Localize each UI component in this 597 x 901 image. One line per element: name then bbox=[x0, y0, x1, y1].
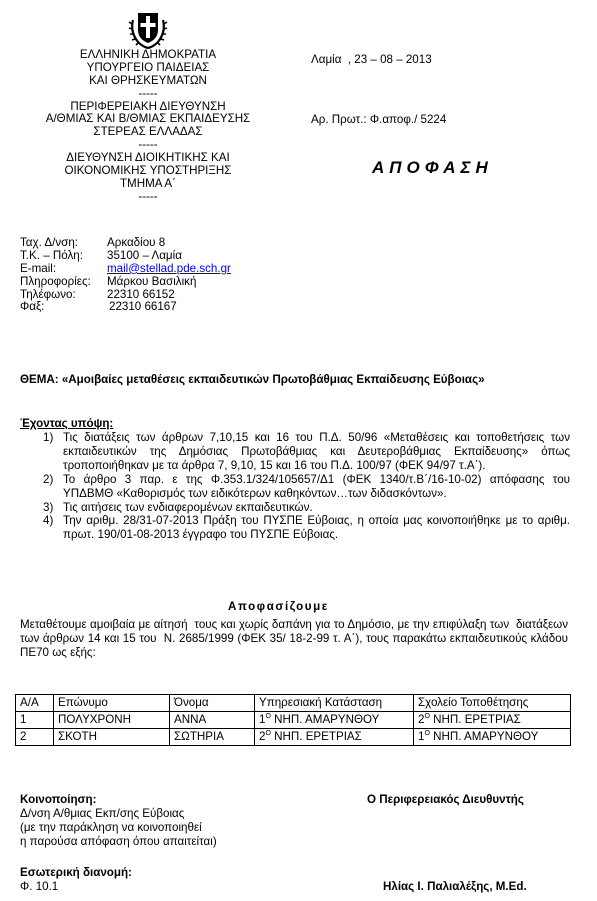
column-header: Σχολείο Τοποθέτησης bbox=[414, 695, 571, 712]
contact-label: Πληροφορίες: bbox=[20, 274, 91, 288]
column-header: Όνομα bbox=[170, 695, 255, 712]
dept-line-3: ΤΜΗΜΑ Α΄ bbox=[119, 176, 177, 190]
contact-phone bbox=[20, 288, 310, 301]
cc-block bbox=[20, 793, 217, 849]
dept-line-1: ΔΙΕΥΘΥΝΣΗ ΔΙΟΙΚΗΤΙΚΗΣ ΚΑΙ bbox=[66, 151, 230, 165]
item-text: Το άρθρο 3 παρ. ε της Φ.353.1/324/105657/Δ1 (ΦΕΚ 1340/τ.Β΄/16-10-02) απόφασης του ΥΠΔΒΜΘ «Καθορισμός των ειδικότερων καθηκόντων…των διδασκόντων». bbox=[63, 472, 570, 500]
contact-label: Τηλέφωνο: bbox=[20, 287, 76, 301]
list-item bbox=[20, 431, 570, 473]
cell-aa: 2 bbox=[16, 728, 54, 745]
column-header: Υπηρεσιακή Κατάσταση bbox=[255, 695, 414, 712]
considering-label: Έχοντας υπόψη: bbox=[20, 417, 114, 430]
item-text: Την αριθμ. 28/31-07-2013 Πράξη του ΠΥΣΠΕ Εύβοιας, η οποία μας κοινοποιήθηκε με το αριθμ. πρωτ. 190/01-08-2013 έγγραφο του ΠΥΣΠΕ Εύβοιας. bbox=[63, 514, 570, 542]
contact-value: 22310 66152 bbox=[107, 287, 175, 301]
ministry-line-2: ΚΑΙ ΘΡΗΣΚΕΥΜΑΤΩΝ bbox=[89, 73, 207, 87]
contact-email bbox=[20, 262, 310, 275]
regional-line-1: ΠΕΡΙΦΕΡΕΙΑΚΗ ΔΙΕΥΘΥΝΣΗ bbox=[70, 99, 226, 113]
decision-title: ΑΠΟΦΑΣΗ bbox=[372, 158, 493, 177]
dept-line-2: ΟΙΚΟΝΟΜΙΚΗΣ ΥΠΟΣΤΗΡΙΞΗΣ bbox=[64, 164, 232, 178]
item-text: Τις διατάξεις των άρθρων 7,10,15 και 16 του Π.Δ. 50/96 «Μεταθέσεις και τοποθετήσεις των εκπαιδευτικών της Δημόσιας Πρωτοβάθμιας και Δευτεροβάθμιας Εκπαίδευσης» όπως τροποποιήθηκαν με τα άρθρα 7, 9,10, 15 και 16 του Π.Δ. 100/97 (ΦΕΚ 94/97 τ.Α΄). bbox=[63, 431, 570, 472]
cell-name: ΑΝΝΑ bbox=[170, 711, 255, 728]
signatory-title: Ο Περιφερειακός Διευθυντής bbox=[367, 793, 524, 806]
contact-block bbox=[20, 236, 310, 313]
table-row bbox=[16, 711, 571, 728]
contact-value: 22310 66167 bbox=[109, 300, 177, 314]
internal-distribution bbox=[20, 866, 132, 894]
separator: ----- bbox=[138, 189, 158, 203]
teachers-table bbox=[15, 694, 571, 746]
cc-line: (με την παράκληση να κοινοποιηθεί bbox=[20, 821, 202, 834]
cell-status: $2^O$ ΝΗΠ. ΕΡΕΤΡΙΑΣ bbox=[255, 728, 414, 745]
item-number: 3) bbox=[43, 500, 54, 514]
contact-info bbox=[20, 275, 310, 288]
item-number: 4) bbox=[43, 514, 54, 528]
cell-surname: ΣΚΟΤΗ bbox=[54, 728, 170, 745]
cc-line: η παρούσα απόφαση όπου απαιτείται) bbox=[20, 835, 217, 848]
internal-line: Φ. 10.1 bbox=[20, 880, 59, 893]
cell-school: $2^O$ ΝΗΠ. ΕΡΕΤΡΙΑΣ bbox=[414, 711, 571, 728]
contact-label: Ταχ. Δ/νση: bbox=[20, 236, 78, 249]
list-item bbox=[20, 501, 570, 515]
decide-text: Μεταθέτουμε αμοιβαία με αίτησή τους και χωρίς δαπάνη για το Δημόσιο, με την επιφύλαξη των διατάξεων των άρθρων 14 και 15 του Ν. 2685/1999 (ΦΕΚ 35/ 18-2-99 τ. Α΄), τους παρακάτω εκπαιδευτικούς κλάδου ΠΕ70 ως εξής: bbox=[20, 618, 572, 659]
item-text: Τις αιτήσεις των ενδιαφερομένων εκπαιδευτικών. bbox=[63, 500, 313, 514]
contact-address bbox=[20, 236, 310, 249]
decide-heading: Αποφασίζουμε bbox=[228, 600, 329, 613]
cell-status: $1^O$ ΝΗΠ. ΑΜΑΡΥΝΘΟΥ bbox=[255, 711, 414, 728]
contact-fax bbox=[20, 300, 310, 313]
regional-line-3: ΣΤΕΡΕΑΣ ΕΛΛΑΔΑΣ bbox=[93, 125, 203, 139]
cc-line: Δ/νση Α/θμιας Εκπ/σης Εύβοιας bbox=[20, 807, 185, 820]
cell-school: $1^O$ ΝΗΠ. ΑΜΑΡΥΝΘΟΥ bbox=[414, 728, 571, 745]
separator: ----- bbox=[138, 86, 158, 100]
list-item bbox=[20, 514, 570, 542]
item-number: 2) bbox=[43, 472, 54, 486]
contact-label: Φαξ: bbox=[20, 300, 45, 314]
list-item bbox=[20, 473, 570, 501]
considerations-list bbox=[20, 431, 570, 542]
issuer-header bbox=[18, 48, 278, 203]
separator: ----- bbox=[138, 138, 158, 152]
country-name: ΕΛΛΗΝΙΚΗ ΔΗΜΟΚΡΑΤΙΑ bbox=[79, 48, 217, 61]
table-row bbox=[16, 728, 571, 745]
column-header: Α/Α bbox=[16, 695, 54, 712]
cell-name: ΣΩΤΗΡΙΑ bbox=[170, 728, 255, 745]
item-number: 1) bbox=[43, 431, 54, 444]
column-header: Επώνυμο bbox=[54, 695, 170, 712]
contact-value: Μάρκου Βασιλική bbox=[107, 274, 197, 288]
subject-line: ΘΕΜΑ: «Αμοιβαίες μεταθέσεις εκπαιδευτικών Πρωτοβάθμιας Εκπαίδευσης Εύβοιας» bbox=[20, 373, 485, 386]
protocol-number: Αρ. Πρωτ.: Φ.αποφ./ 5224 bbox=[311, 113, 447, 126]
cell-surname: ΠΟΛΥΧΡΟΝΗ bbox=[54, 711, 170, 728]
place-date: Λαμία , 23 – 08 – 2013 bbox=[311, 53, 432, 66]
cell-aa: 1 bbox=[16, 711, 54, 728]
signatory-name: Ηλίας Ι. Παλιαλέξης, Μ.Ed. bbox=[383, 880, 527, 893]
contact-value: Αρκαδίου 8 bbox=[107, 236, 166, 249]
regional-line-2: Α/ΘΜΙΑΣ ΚΑΙ Β/ΘΜΙΑΣ ΕΚΠΑΙΔΕΥΣΗΣ bbox=[45, 112, 251, 126]
email-link[interactable]: mail@stellad.pde.sch.gr bbox=[107, 261, 231, 275]
table-header-row bbox=[16, 695, 571, 712]
contact-postcode bbox=[20, 249, 310, 262]
internal-label: Εσωτερική διανομή: bbox=[20, 866, 132, 879]
ministry-line-1: ΥΠΟΥΡΓΕΙΟ ΠΑΙΔΕΙΑΣ bbox=[86, 60, 210, 74]
contact-label: E-mail: bbox=[20, 261, 57, 275]
contact-value: 35100 – Λαμία bbox=[107, 248, 182, 262]
greek-emblem-icon bbox=[126, 6, 170, 50]
cc-label: Κοινοποίηση: bbox=[20, 793, 97, 806]
contact-label: Τ.Κ. – Πόλη: bbox=[20, 248, 83, 262]
